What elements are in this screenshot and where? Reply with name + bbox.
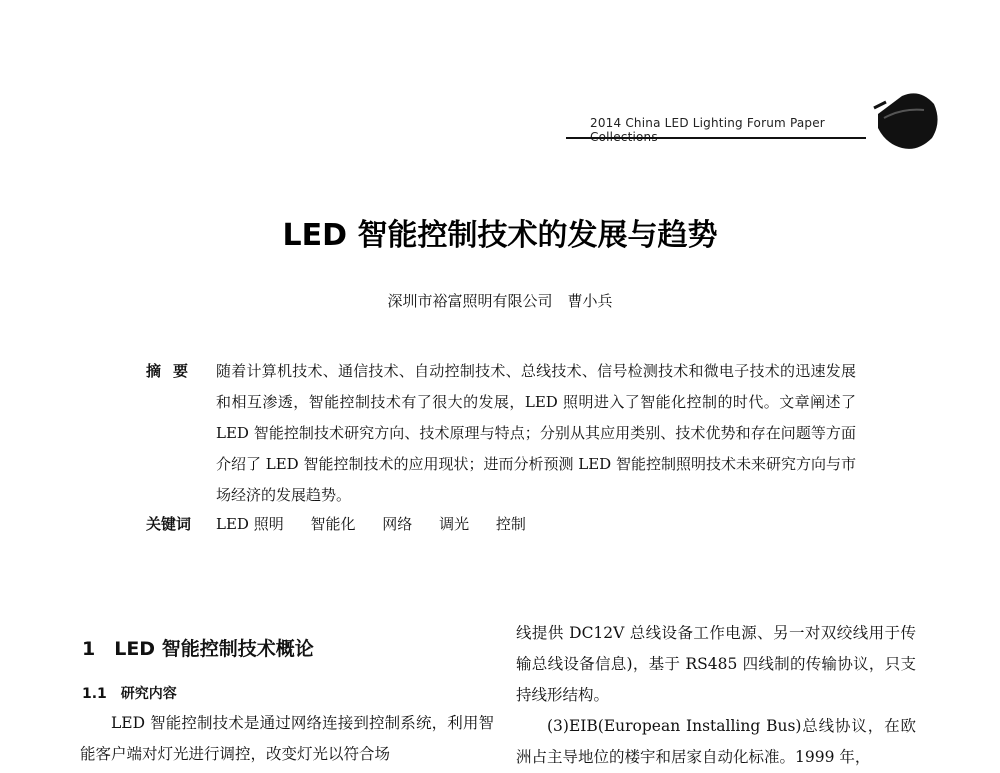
body-paragraph-left: LED 智能控制技术是通过网络连接到控制系统，利用智能客户端对灯光进行调控，改变灯光以符合场 — [80, 714, 494, 763]
running-header: 2014 China LED Lighting Forum Paper — [590, 116, 825, 130]
collection-logo-icon — [872, 88, 942, 154]
body-paragraph-right-2: (3)EIB(European Installing Bus)总线协议，在欧洲占主导地位的楼宇和居家自动化标准。1999 年， — [516, 717, 916, 766]
author-affiliation: 深圳市裕富照明有限公司 曹小兵 — [387, 292, 613, 310]
abstract-label: 摘要 — [146, 362, 201, 380]
header-rule — [566, 137, 866, 139]
keyword: 网络 — [382, 515, 413, 533]
body-paragraph-right-1: 线提供 DC12V 总线设备工作电源、另一对双绞线用于传输总线设备信息)，基于 RS485 四线制的传输协议，只支持线形结构。 — [516, 624, 916, 704]
keyword: 智能化 — [310, 515, 356, 533]
subsection-heading: 1.1 研究内容 — [82, 686, 177, 702]
paper-title: LED 智能控制技术的发展与趋势 — [282, 218, 718, 253]
keywords-list — [216, 513, 548, 534]
section-heading: 1 LED 智能控制技术概论 — [82, 638, 314, 660]
abstract-text: 随着计算机技术、通信技术、自动控制技术、总线技术、信号检测技术和微电子技术的迅速发展和相互渗透，智能控制技术有了很大的发展，LED 照明进入了智能化控制的时代。文章阐述了 LED 智能控制技术研究方向、技术原理与特点；分别从其应用类别、技术优势和存在问题等方面介绍了 LED 智能控制技术的应用现状；进而分析预测 LED 智能控制照明技术未来研究方向与市场经济的发展趋势。 — [216, 362, 856, 504]
keyword: LED 照明 — [216, 515, 284, 533]
keywords-label: 关键词 — [146, 515, 192, 533]
keyword: 调光 — [439, 515, 470, 533]
keyword: 控制 — [495, 515, 526, 533]
right-column — [516, 618, 916, 773]
